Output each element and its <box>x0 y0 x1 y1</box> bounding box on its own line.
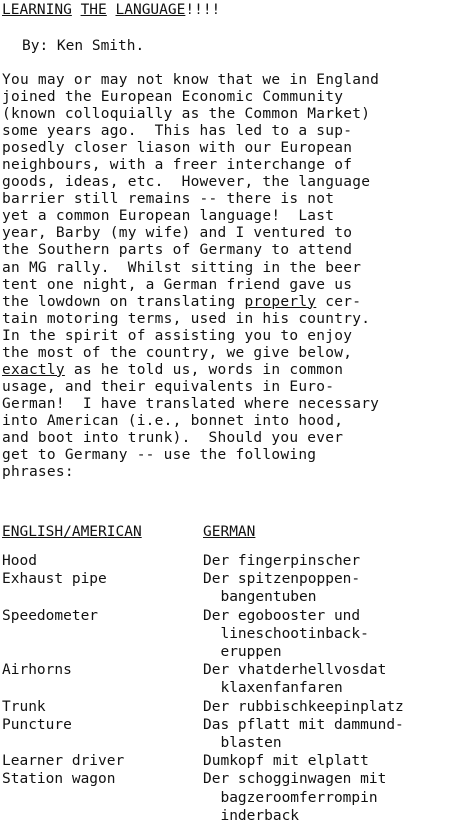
article-title <box>2 2 220 19</box>
english-term: Station wagon <box>2 771 116 788</box>
body-line: neighbours, with a freer interchange of <box>2 157 353 174</box>
body-line <box>2 362 470 379</box>
english-term: Airhorns <box>2 662 72 679</box>
english-term: Trunk <box>2 698 46 715</box>
german-term: Der schogginwagen mit bagzeroomferrompin inderback <box>203 771 387 824</box>
body-line: goods, ideas, etc. However, the language <box>2 174 371 191</box>
body-line: into American (i.e., bonnet into hood, <box>2 412 344 429</box>
body-line: German! I have translated where necessary <box>2 395 380 412</box>
body-line: yet a common European language! Last <box>2 208 335 225</box>
german-term: Dumkopf mit elplatt <box>203 753 369 770</box>
body-line: You may or may not know that we in England <box>2 72 380 88</box>
title-word-2: THE <box>80 2 107 18</box>
body-line: joined the European Economic Community <box>2 89 344 106</box>
body-text: the lowdown on translating <box>2 293 245 310</box>
table-row <box>2 752 470 770</box>
body-text: as he told us, words in common <box>64 361 344 378</box>
table-row <box>2 716 470 752</box>
table-row <box>2 661 470 697</box>
title-word-1: LEARNING <box>2 2 72 18</box>
title-word-3: LANGUAGE <box>115 2 186 18</box>
english-term: Learner driver <box>2 753 125 770</box>
german-term: Der fingerpinscher <box>203 553 361 569</box>
body-line: tain motoring terms, used in his country. <box>2 310 371 327</box>
column-header-german: GERMAN <box>203 524 256 540</box>
table-row <box>2 698 470 716</box>
table-row <box>2 552 470 570</box>
author-byline: By: Ken Smith. <box>22 38 145 54</box>
english-term: Speedometer <box>2 607 99 624</box>
table-row <box>2 770 470 825</box>
body-text: cer- <box>316 293 362 310</box>
title-exclamations: !!!! <box>185 2 221 18</box>
table-row <box>2 570 470 606</box>
german-term: Der spitzenpoppen- bangentuben <box>203 571 361 606</box>
body-line: phrases: <box>2 464 74 481</box>
body-line: some years ago. This has led to a sup- <box>2 123 353 140</box>
body-line: tent one night, a German friend gave us <box>2 276 353 293</box>
column-header-english: ENGLISH/AMERICAN <box>2 524 142 540</box>
english-term: Exhaust pipe <box>2 571 107 588</box>
underlined-word: exactly <box>2 361 65 378</box>
body-line: usage, and their equivalents in Euro- <box>2 378 335 395</box>
body-line: In the spirit of assisting you to enjoy <box>2 327 353 344</box>
body-line <box>2 294 470 311</box>
article-body <box>2 72 470 481</box>
body-line: the Southern parts of Germany to attend <box>2 242 353 259</box>
phrase-table <box>2 552 470 825</box>
body-line: posedly closer liason with our European <box>2 140 353 157</box>
german-term: Das pflatt mit dammund- blasten <box>203 716 404 752</box>
german-term: Der rubbischkeepinplatz <box>203 698 404 715</box>
underlined-word: properly <box>244 293 317 310</box>
german-term: Der vhatderhellvosdat klaxenfanfaren <box>203 662 387 697</box>
body-line: get to Germany -- use the following <box>2 447 317 464</box>
body-line: an MG rally. Whilst sitting in the beer <box>2 259 362 276</box>
body-line: (known colloquially as the Common Market) <box>2 106 371 123</box>
body-line: the most of the country, we give below, <box>2 344 353 361</box>
english-term: Puncture <box>2 716 72 733</box>
table-row <box>2 607 470 662</box>
body-line: barrier still remains -- there is not <box>2 191 335 208</box>
body-line: year, Barby (my wife) and I ventured to <box>2 225 353 242</box>
body-line: and boot into trunk). Should you ever <box>2 429 344 446</box>
english-term: Hood <box>2 553 37 569</box>
german-term: Der egobooster und lineschootinback- eruppen <box>203 607 369 661</box>
